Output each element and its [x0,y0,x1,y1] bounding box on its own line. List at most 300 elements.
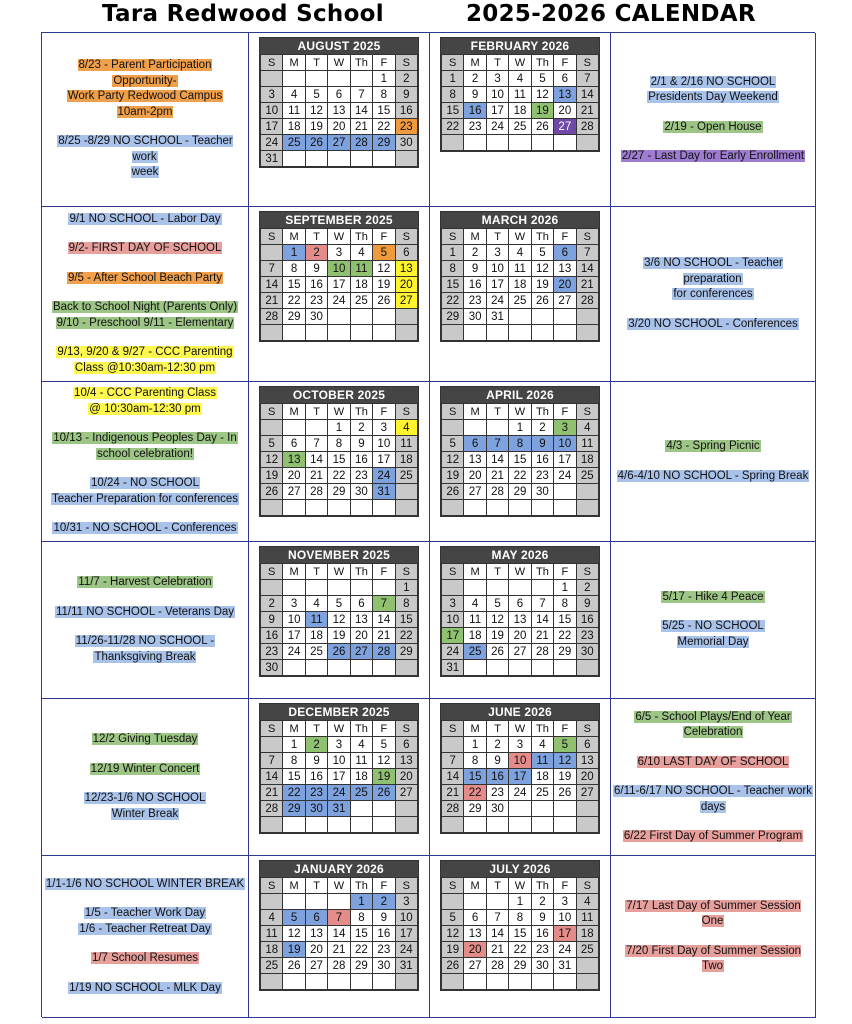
event-note-line: 3/20 NO SCHOOL - Conferences [628,317,798,330]
calendar-day: 30 [576,644,598,660]
calendar-day-empty [576,325,598,341]
calendar-day-empty [261,580,283,596]
calendar-day-empty [328,974,350,990]
calendar-day: 26 [442,958,464,974]
calendar-day-empty [486,580,508,596]
right-notes-4 [611,699,816,856]
calendar-day: 9 [531,910,553,926]
weekday-label: S [261,404,283,420]
calendar-day: 28 [576,293,598,309]
weekday-label: S [442,229,464,245]
calendar-day: 27 [464,484,486,500]
calendar-day: 29 [509,484,531,500]
month-calendar [259,546,419,677]
calendar-day: 21 [486,942,508,958]
calendar-day: 1 [283,245,305,261]
event-note-line: 12/19 Winter Concert [90,762,200,775]
calendar-day: 22 [350,942,372,958]
event-note-line: 11/26-11/28 NO SCHOOL - [75,635,215,647]
calendar-day: 16 [305,277,327,293]
calendar-day-empty [328,580,350,596]
calendar-day: 13 [464,926,486,942]
calendar-day: 30 [305,309,327,325]
calendar-day: 21 [531,628,553,644]
calendar-day: 14 [328,926,350,942]
weekday-label: Th [531,878,553,894]
calendar-day-empty [464,974,486,990]
calendar-day: 10 [509,753,531,769]
weekday-label: T [486,878,508,894]
calendar-day: 19 [442,468,464,484]
calendar-day: 2 [261,596,283,612]
calendar-day: 23 [464,119,486,135]
calendar-day-empty [486,894,508,910]
calendar-day: 26 [305,135,327,151]
month-calendar [259,211,419,342]
month-cell [249,856,430,1018]
calendar-day: 25 [395,468,417,484]
calendar-day: 5 [373,737,395,753]
calendar-day-empty [395,484,417,500]
calendar-day-empty [464,135,486,151]
calendar-day: 9 [305,261,327,277]
calendar-day: 21 [576,103,598,119]
calendar-day: 5 [442,910,464,926]
weekday-label: S [576,878,598,894]
calendar-day: 20 [554,103,576,119]
calendar-day: 4 [283,87,305,103]
month-title: AUGUST 2025 [260,38,418,54]
calendar-day: 14 [373,612,395,628]
calendar-day: 28 [486,484,508,500]
event-note-line: 1/1-1/6 NO SCHOOL WINTER BREAK [45,877,245,890]
month-title: JUNE 2026 [441,704,599,720]
calendar-day: 31 [442,660,464,676]
calendar-day: 18 [576,452,598,468]
calendar-day: 18 [509,277,531,293]
calendar-day: 8 [328,436,350,452]
calendar-day: 1 [442,71,464,87]
calendar-day: 14 [305,452,327,468]
calendar-day-empty [509,500,531,516]
calendar-day: 4 [395,420,417,436]
calendar-day-empty [350,660,372,676]
calendar-day: 2 [486,737,508,753]
calendar-day-empty [509,801,531,817]
calendar-day: 14 [261,277,283,293]
calendar-day: 28 [576,119,598,135]
calendar-day: 13 [576,753,598,769]
calendar-day: 16 [261,628,283,644]
calendar-day-empty [509,325,531,341]
event-note-line: Presidents Day Weekend [648,91,778,103]
event-note [613,899,813,930]
calendar-day-empty [395,801,417,817]
calendar-day: 26 [283,958,305,974]
calendar-day: 3 [373,420,395,436]
calendar-day-empty [261,500,283,516]
calendar-day-empty [554,325,576,341]
right-notes-1 [611,207,816,382]
calendar-day: 21 [486,468,508,484]
calendar-day: 23 [350,468,372,484]
weekday-label: S [576,55,598,71]
calendar-day: 23 [531,942,553,958]
calendar-day: 30 [261,660,283,676]
calendar-day: 8 [283,753,305,769]
calendar-day-empty [576,660,598,676]
month-calendar [440,386,600,517]
calendar-day: 29 [395,644,417,660]
event-note-line: 12/23-1/6 NO SCHOOL [84,792,206,804]
event-note-line: 9/2- FIRST DAY OF SCHOOL [68,242,222,255]
calendar-day-empty [395,151,417,167]
calendar-day: 6 [464,436,486,452]
event-note-line: 11/7 - Harvest Celebration [78,576,212,588]
calendar-day: 23 [576,628,598,644]
event-note-line: 10/24 - NO SCHOOL [90,477,199,490]
event-note-line: 5/17 - Hike 4 Peace [662,590,764,603]
calendar-day-empty [554,135,576,151]
weekday-label: F [373,55,395,71]
calendar-day-empty [395,309,417,325]
weekday-label: S [261,55,283,71]
event-note-line: 9/1 NO SCHOOL - Labor Day [69,212,221,225]
calendar-day: 5 [305,87,327,103]
calendar-day: 9 [576,596,598,612]
weekday-label: Th [350,721,372,737]
calendar-day: 27 [328,135,350,151]
calendar-day: 18 [305,628,327,644]
calendar-day-empty [509,817,531,833]
calendar-day: 29 [283,801,305,817]
calendar-day-empty [442,974,464,990]
calendar-day: 24 [554,468,576,484]
calendar-day: 10 [328,753,350,769]
calendar-day: 3 [328,737,350,753]
weekday-label: S [442,404,464,420]
weekday-label: M [464,229,486,245]
calendar-day: 26 [442,484,464,500]
calendar-day: 24 [486,119,508,135]
month-cell [430,699,611,856]
calendar-day: 10 [486,261,508,277]
calendar-day-empty [350,309,372,325]
calendar-day: 23 [486,785,508,801]
calendar-day: 17 [554,452,576,468]
calendar-day: 11 [261,926,283,942]
event-note-line: 6/10 LAST DAY OF SCHOOL [637,755,789,768]
calendar-day: 5 [283,910,305,926]
event-note [52,431,237,462]
weekday-label: W [328,878,350,894]
calendar-day: 18 [283,119,305,135]
calendar-day: 14 [486,926,508,942]
calendar-day: 5 [486,596,508,612]
calendar-day: 17 [442,628,464,644]
event-note [623,829,803,845]
calendar-day: 19 [486,628,508,644]
event-note-line: Class @10:30am-12:30 pm [74,361,216,374]
calendar-day: 22 [442,119,464,135]
weekday-label: W [509,721,531,737]
calendar-day: 9 [373,910,395,926]
calendar-day-empty [464,660,486,676]
event-note [665,439,760,455]
calendar-day: 3 [442,596,464,612]
calendar-day-empty [261,420,283,436]
calendar-day-empty [305,894,327,910]
calendar-day-empty [442,135,464,151]
month-title: JANUARY 2026 [260,861,418,877]
calendar-day: 10 [486,87,508,103]
calendar-day-empty [395,325,417,341]
right-notes-2 [611,382,816,542]
calendar-day: 24 [554,942,576,958]
month-title: OCTOBER 2025 [260,387,418,403]
calendar-day: 30 [373,958,395,974]
calendar-day: 20 [350,628,372,644]
event-note-line: 1/6 - Teacher Retreat Day [79,922,211,935]
weekday-label: M [283,229,305,245]
calendar-day: 11 [531,753,553,769]
calendar-day-empty [486,500,508,516]
calendar-day: 15 [442,277,464,293]
weekday-label: F [373,878,395,894]
calendar-day: 13 [395,261,417,277]
calendar-day: 2 [350,420,372,436]
event-note-line: 8/25 -8/29 NO SCHOOL - Teacher work [58,135,233,163]
weekday-label: M [283,878,305,894]
calendar-day: 17 [328,769,350,785]
calendar-day-empty [554,484,576,500]
calendar-day-empty [576,801,598,817]
calendar-day-empty [442,420,464,436]
weekday-label: S [576,564,598,580]
calendar-day-empty [531,135,553,151]
calendar-day: 12 [531,87,553,103]
calendar-day: 26 [554,785,576,801]
calendar-day-empty [576,135,598,151]
right-notes-0 [611,33,816,207]
calendar-day: 9 [395,87,417,103]
calendar-day: 20 [395,769,417,785]
calendar-day: 21 [305,468,327,484]
weekday-label: T [486,55,508,71]
calendar-day-empty [261,974,283,990]
calendar-day: 7 [486,910,508,926]
calendar-day: 5 [261,436,283,452]
weekday-label: F [554,229,576,245]
calendar-day-empty [350,71,372,87]
calendar-day: 8 [283,261,305,277]
left-notes-1 [42,207,249,382]
calendar-day: 17 [328,277,350,293]
event-note-line: 9/5 - After School Beach Party [67,271,223,284]
calendar-day: 10 [554,910,576,926]
weekday-label: S [395,878,417,894]
calendar-day: 21 [373,628,395,644]
calendar-day: 26 [261,484,283,500]
calendar-day: 9 [350,436,372,452]
calendar-day-empty [350,580,372,596]
calendar-day-empty [554,660,576,676]
event-note [621,149,805,165]
calendar-day: 2 [464,245,486,261]
weekday-label: M [464,404,486,420]
weekday-label: Th [531,564,553,580]
calendar-day-empty [373,801,395,817]
calendar-day: 25 [350,293,372,309]
month-title: FEBRUARY 2026 [441,38,599,54]
calendar-day-empty [373,151,395,167]
calendar-day: 21 [442,785,464,801]
calendar-day: 8 [395,596,417,612]
calendar-day: 4 [576,420,598,436]
event-note-line: 10/13 - Indigenous Peoples Day - In [53,432,237,445]
calendar-day: 24 [328,785,350,801]
event-note [613,944,813,975]
calendar-day: 12 [305,103,327,119]
event-note [45,877,245,893]
event-note [68,212,221,228]
weekday-label: W [328,404,350,420]
calendar-day: 9 [261,612,283,628]
calendar-day: 29 [442,309,464,325]
left-notes-5 [42,856,249,1018]
weekday-label: Th [531,721,553,737]
weekday-label: S [442,878,464,894]
event-note [92,732,199,748]
calendar-day: 29 [283,309,305,325]
event-note-line: week [131,166,159,179]
calendar-day: 6 [328,87,350,103]
event-note [637,755,790,771]
calendar-day-empty [486,974,508,990]
calendar-day: 4 [509,71,531,87]
weekday-label: F [554,878,576,894]
event-note-line: 3/6 NO SCHOOL - Teacher preparation [644,257,783,285]
calendar-day-empty [486,817,508,833]
calendar-day: 29 [554,644,576,660]
calendar-day-empty [576,500,598,516]
weekday-label: S [576,721,598,737]
event-note-line: 7/20 First Day of Summer Session Two [625,944,802,972]
month-cell [430,382,611,542]
event-note-line: 8/23 - Parent Participation [78,59,212,72]
calendar-day: 28 [442,801,464,817]
calendar-day: 25 [283,135,305,151]
calendar-day: 21 [350,119,372,135]
event-note [51,476,239,507]
calendar-day-empty [464,894,486,910]
calendar-day: 7 [373,596,395,612]
calendar-day: 6 [395,737,417,753]
calendar-day: 16 [531,926,553,942]
weekday-label: F [554,721,576,737]
month-title: DECEMBER 2025 [260,704,418,720]
calendar-day: 30 [486,801,508,817]
calendar-day: 13 [554,261,576,277]
event-note-line: school celebration! [97,447,193,460]
calendar-day: 22 [328,468,350,484]
weekday-label: Th [350,564,372,580]
calendar-day: 30 [464,309,486,325]
event-note-line: 7/17 Last Day of Summer Session One [626,899,801,927]
calendar-day: 7 [531,596,553,612]
calendar-day-empty [486,135,508,151]
calendar-day: 17 [373,452,395,468]
calendar-day: 28 [328,958,350,974]
calendar-day: 19 [328,628,350,644]
calendar-day: 20 [576,769,598,785]
weekday-label: M [283,55,305,71]
calendar-day: 15 [328,452,350,468]
weekday-label: M [464,55,486,71]
page-header [0,0,852,32]
event-note [617,469,810,485]
calendar-day-empty [509,974,531,990]
weekday-label: S [261,878,283,894]
calendar-day-empty [328,325,350,341]
calendar-day: 1 [442,245,464,261]
weekday-label: W [328,229,350,245]
calendar-day-empty [305,817,327,833]
calendar-day-empty [305,325,327,341]
event-note-line: days [700,800,726,813]
calendar-day: 15 [554,612,576,628]
left-notes-4 [42,699,249,856]
weekday-label: W [509,878,531,894]
event-note-line: 4/3 - Spring Picnic [666,440,760,452]
left-notes-0 [42,33,249,207]
calendar-day: 7 [486,436,508,452]
calendar-day-empty [442,325,464,341]
event-note-line: 10/31 - NO SCHOOL - Conferences [53,522,237,535]
calendar-day: 25 [261,958,283,974]
weekday-label: Th [531,229,553,245]
weekday-label: S [576,229,598,245]
calendar-day: 2 [373,894,395,910]
month-title: SEPTEMBER 2025 [260,212,418,228]
calendar-day: 12 [554,753,576,769]
calendar-day-empty [531,817,553,833]
calendar-day: 6 [576,737,598,753]
calendar-day: 8 [509,436,531,452]
calendar-day-empty [486,325,508,341]
calendar-day: 10 [442,612,464,628]
calendar-day: 23 [373,942,395,958]
event-note [44,134,246,181]
calendar-day: 16 [350,452,372,468]
weekday-label: T [486,404,508,420]
calendar-day: 1 [509,420,531,436]
calendar-day: 12 [328,612,350,628]
calendar-day-empty [395,974,417,990]
calendar-day: 4 [350,245,372,261]
calendar-day: 28 [350,135,372,151]
event-note [78,906,211,937]
calendar-day: 19 [554,769,576,785]
weekday-label: W [509,55,531,71]
calendar-day-empty [283,325,305,341]
calendar-day: 4 [509,245,531,261]
calendar-day-empty [283,580,305,596]
calendar-day: 24 [261,135,283,151]
calendar-day-empty [486,660,508,676]
calendar-day: 12 [442,926,464,942]
calendar-day: 24 [328,293,350,309]
